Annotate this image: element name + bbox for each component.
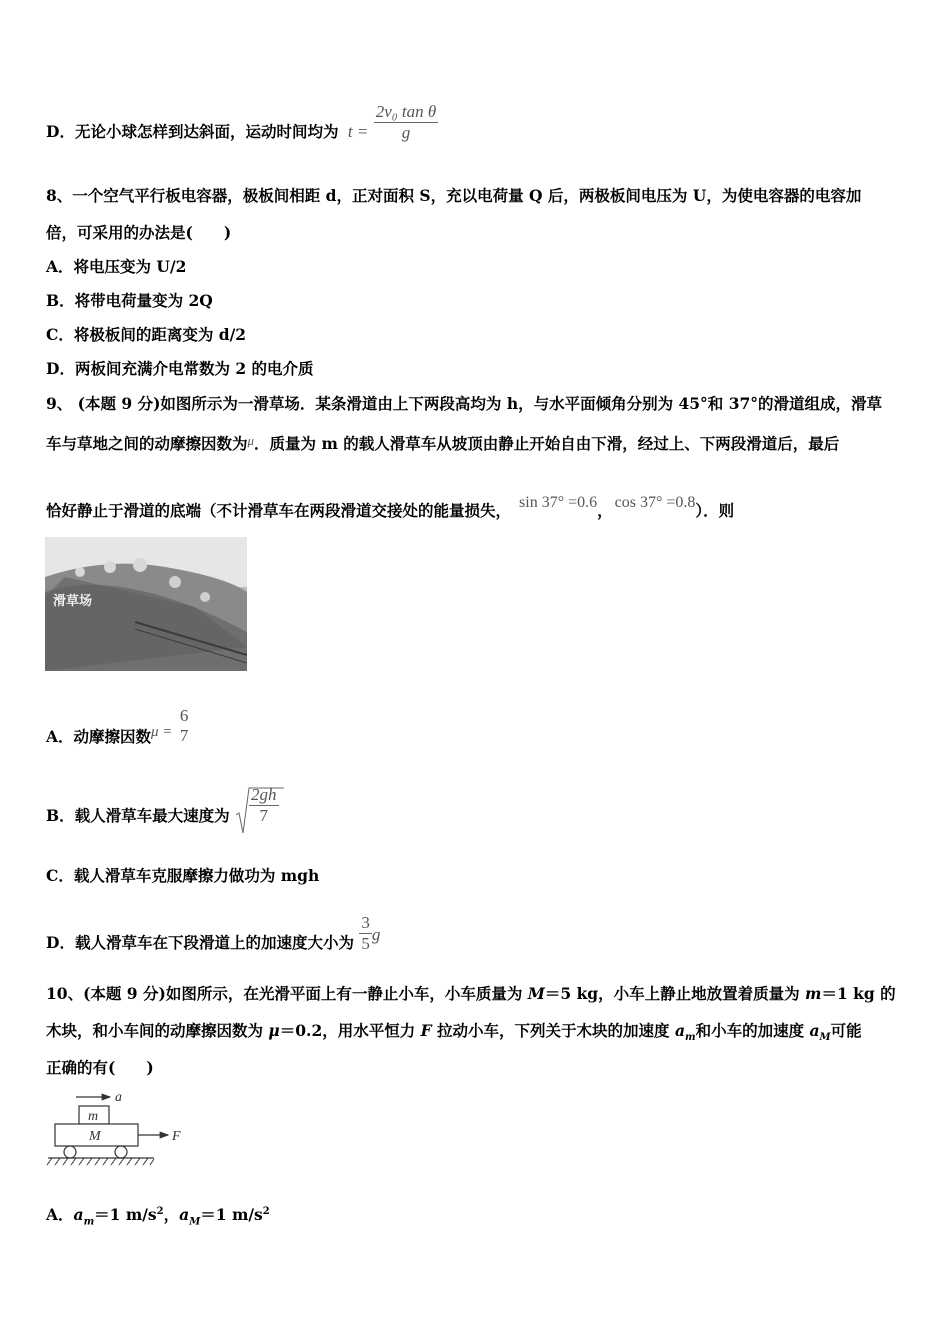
q9-mu-symbol: μ [247,433,255,448]
q10-option-a-sq2: 2 [262,1206,270,1217]
q10-M: M [527,984,545,1003]
q7-formula-lhs: t = [347,122,369,141]
q9-stem-line1: 9、 (本题 9 分)如图所示为一滑草场．某条滑道由上下两段高均为 h，与水平面倾角分别为 45°和 37°的滑道组成，滑草 [46,394,883,413]
q9-option-d-numerator: 3 [361,912,370,932]
q10-option-a-sub-M: M [189,1216,201,1228]
q8-option-c: C．将极板间的距离变为 d/2 [46,325,247,344]
q7-option-d-text: D．无论小球怎样到达斜面，运动时间均为 [46,122,339,141]
q9-option-b [46,784,279,826]
wheel-left [64,1146,76,1158]
q10-option-a-comma: ， [163,1205,180,1225]
q9-option-c: C．载人滑草车克服摩擦力做功为 mgh [46,866,320,885]
label-a: a [115,1090,122,1105]
q8-option-d: D．两板间充满介电常数为 2 的电介质 [46,359,314,378]
q10-line2-b: ＝0.2，用水平恒力 [279,1021,421,1040]
q10-m: m [805,984,822,1003]
q10-option-a-am: a [73,1205,84,1225]
q10-F: F [420,1021,432,1040]
q9-option-d-fraction [359,913,372,954]
ski-grass-field-photo [45,537,247,671]
q9-option-b-numerator: 2gh [251,784,277,804]
q10-a-M: a [809,1021,820,1040]
q10-option-a-sub-m: m [83,1216,95,1228]
cart-block-diagram [46,1088,191,1168]
q10-sub-m: m [685,1032,696,1044]
q9-cos-value: cos 37° =0.8 [614,494,696,511]
q9-option-d-text: D．载人滑草车在下段滑道上的加速度大小为 [46,933,354,952]
q9-option-b-text: B．载人滑草车最大速度为 [46,806,230,825]
q10-line2-c: 拉动小车，下列关于木块的加速度 [431,1021,675,1040]
photo-sign-text: 滑草场 [53,594,93,609]
q9-option-a-denominator: 7 [179,726,189,745]
q9-option-a-numerator: 6 [179,706,189,725]
q9-option-a [46,706,190,747]
q10-sub-M: M [819,1032,831,1044]
q8-option-a: A．将电压变为 U/2 [46,257,187,276]
q7-fraction-numerator: 2v₀ tan θ [375,101,437,121]
wheel-right [115,1146,127,1158]
q10-mu: μ [268,1021,280,1040]
q9-stem-line2 [46,431,839,454]
label-m: m [88,1109,99,1124]
label-M: M [89,1129,101,1144]
q10-option-a-label: A． [46,1205,74,1225]
q9-stem-line3-b: ）．则 [695,501,735,520]
q8-stem-line2: 倍，可采用的办法是( ) [46,223,232,242]
q10-stem-line2 [46,1021,862,1048]
q10-line1-c: ＝1 kg 的 [821,984,896,1003]
q8-stem-line1: 8、一个空气平行板电容器，极板间相距 d，正对面积 S，充以电荷量 Q 后，两极板间电压为 U，为使电容器的电容加 [46,186,862,205]
q9-option-d-denominator: 5 [361,933,370,953]
q9-stem-line2-a: 车与草地之间的动摩擦因数为 [46,434,248,453]
q9-sin-value: sin 37° =0.6 [519,494,598,511]
q9-option-b-denominator: 7 [259,805,269,825]
q9-comma: ， [597,501,613,520]
q10-line2-d: 和小车的加速度 [695,1021,810,1040]
q10-option-a [46,1202,270,1232]
q10-option-a-value1: ＝1 m/s [94,1205,157,1225]
q10-line1-b: ＝5 kg，小车上静止地放置着质量为 [544,984,806,1003]
q7-formula-fraction [374,102,439,143]
q10-option-a-sq1: 2 [156,1206,164,1217]
q9-stem-line2-b: ．质量为 m 的载人滑草车从坡顶由静止开始自由下滑，经过上、下两段滑道后，最后 [254,434,840,453]
q9-option-a-fraction [178,706,191,746]
q10-line2-e: 可能 [830,1021,862,1040]
q10-line1-a: 10、(本题 9 分)如图所示，在光滑平面上有一静止小车，小车质量为 [46,984,528,1003]
q10-stem-line3: 正确的有( ) [46,1058,154,1077]
q10-line2-a: 木块，和小车间的动摩擦因数为 [46,1021,269,1040]
q9-option-b-sqrt [235,785,279,826]
q9-option-a-lhs: μ = [151,724,173,740]
q9-stem-line3 [46,493,734,521]
q7-option-d [46,101,438,143]
q8-option-b: B．将带电荷量变为 2Q [46,291,213,310]
label-F: F [172,1129,181,1144]
q10-a-m: a [674,1021,685,1040]
sqrt-sign-icon [235,785,285,837]
q7-fraction-denominator: g [401,122,411,142]
q9-option-d-g: g [371,925,381,944]
q9-option-d [46,912,381,954]
q10-option-a-aM: a [179,1205,190,1225]
q9-option-a-text: A．动摩擦因数 [46,727,152,746]
q10-stem-line1 [46,984,896,1004]
q10-option-a-value2: ＝1 m/s [200,1205,263,1225]
q9-stem-line3-a: 恰好静止于滑道的底端（不计滑草车在两段滑道交接处的能量损失， [46,501,512,520]
